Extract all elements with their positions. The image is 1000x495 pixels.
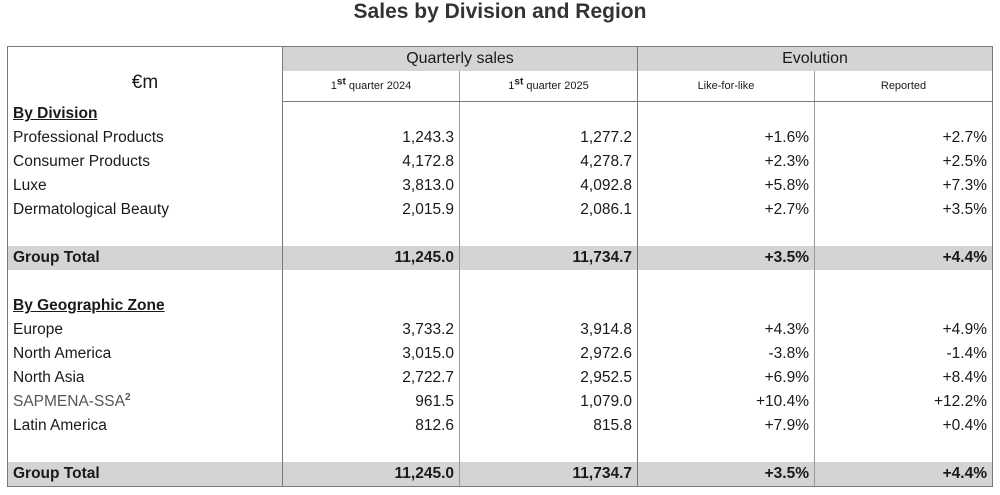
table-row <box>8 366 993 390</box>
table-row <box>8 390 993 414</box>
q2024-cell: 3,813.0 <box>283 174 460 198</box>
table-row <box>8 150 993 174</box>
row-label: Luxe <box>8 174 283 198</box>
reported-header: Reported <box>815 71 993 102</box>
q2025-cell: 2,952.5 <box>460 366 638 390</box>
row-label: SAPMENA-SSA$^2$ <box>8 390 283 414</box>
q2024-cell: 2,722.7 <box>283 366 460 390</box>
spacer-row <box>8 270 993 294</box>
spacer-row <box>8 222 993 246</box>
row-label: Consumer Products <box>8 150 283 174</box>
lfl-cell: +4.3% <box>638 318 815 342</box>
reported-cell: +0.4% <box>815 414 993 438</box>
lfl-cell: +2.3% <box>638 150 815 174</box>
q2024-cell: 812.6 <box>283 414 460 438</box>
row-label: Europe <box>8 318 283 342</box>
lfl-cell: -3.8% <box>638 342 815 366</box>
lfl-cell: +7.9% <box>638 414 815 438</box>
lfl-cell: +3.5% <box>638 246 815 270</box>
division-total-row <box>8 246 993 270</box>
lfl-cell: +6.9% <box>638 366 815 390</box>
q2024-cell: 11,245.0 <box>283 246 460 270</box>
q2024-cell: 1,243.3 <box>283 126 460 150</box>
q2025-header: 1st quarter 2025 <box>460 71 638 102</box>
q2024-cell: 2,015.9 <box>283 198 460 222</box>
q2025-cell: 11,734.7 <box>460 462 638 487</box>
q2025-cell: 4,278.7 <box>460 150 638 174</box>
lfl-cell: +10.4% <box>638 390 815 414</box>
q2025-cell: 11,734.7 <box>460 246 638 270</box>
lfl-cell: +1.6% <box>638 126 815 150</box>
q2024-cell: 4,172.8 <box>283 150 460 174</box>
row-label: Latin America <box>8 414 283 438</box>
reported-cell: +3.5% <box>815 198 993 222</box>
reported-cell: +4.4% <box>815 246 993 270</box>
q2025-cell: 1,277.2 <box>460 126 638 150</box>
header-row-groups <box>8 47 993 72</box>
q2024-cell: 3,015.0 <box>283 342 460 366</box>
footnote-marker: 2 <box>124 391 131 403</box>
row-label: North America <box>8 342 283 366</box>
reported-cell: +2.7% <box>815 126 993 150</box>
evolution-header: Evolution <box>638 47 993 72</box>
zone-section-heading <box>8 294 993 318</box>
row-label: Professional Products <box>8 126 283 150</box>
row-label: Dermatological Beauty <box>8 198 283 222</box>
reported-cell: +8.4% <box>815 366 993 390</box>
q2024-cell: 11,245.0 <box>283 462 460 487</box>
table-row <box>8 318 993 342</box>
q2025-cell: 1,079.0 <box>460 390 638 414</box>
table-row <box>8 414 993 438</box>
q2025-cell: 2,086.1 <box>460 198 638 222</box>
reported-cell: +4.4% <box>815 462 993 487</box>
section-heading: By Division <box>8 102 283 127</box>
table-row <box>8 198 993 222</box>
quarterly-sales-header: Quarterly sales <box>283 47 638 72</box>
section-heading: By Geographic Zone <box>8 294 283 318</box>
division-section-heading <box>8 102 993 127</box>
like-for-like-header: Like-for-like <box>638 71 815 102</box>
page-title: Sales by Division and Region <box>353 0 647 23</box>
sales-table <box>7 46 993 487</box>
q2024-cell: 3,733.2 <box>283 318 460 342</box>
q2025-cell: 3,914.8 <box>460 318 638 342</box>
lfl-cell: +3.5% <box>638 462 815 487</box>
q2025-cell: 815.8 <box>460 414 638 438</box>
lfl-cell: +5.8% <box>638 174 815 198</box>
q2024-cell: 961.5 <box>283 390 460 414</box>
row-label: Group Total <box>8 462 283 487</box>
table-row <box>8 174 993 198</box>
reported-cell: +2.5% <box>815 150 993 174</box>
table-row <box>8 342 993 366</box>
row-label: North Asia <box>8 366 283 390</box>
reported-cell: +4.9% <box>815 318 993 342</box>
zone-total-row <box>8 462 993 487</box>
q2024-header: 1st quarter 2024 <box>283 71 460 102</box>
table-row <box>8 126 993 150</box>
spacer-row <box>8 438 993 462</box>
lfl-cell: +2.7% <box>638 198 815 222</box>
unit-header: €m <box>8 47 283 102</box>
reported-cell: +7.3% <box>815 174 993 198</box>
row-label: Group Total <box>8 246 283 270</box>
reported-cell: -1.4% <box>815 342 993 366</box>
q2025-cell: 4,092.8 <box>460 174 638 198</box>
q2025-cell: 2,972.6 <box>460 342 638 366</box>
reported-cell: +12.2% <box>815 390 993 414</box>
